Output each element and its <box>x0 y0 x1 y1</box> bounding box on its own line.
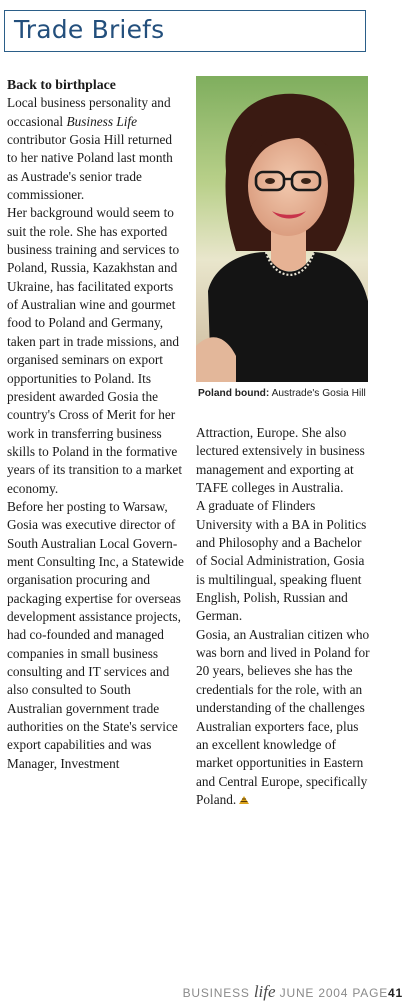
article-paragraph-4: A graduate of Flinders University with a BA in Politics and Philosophy and a Bachelor of Social Administration, Gosia is multilingual, speaking fluent English, Polish, Russian and German. <box>196 498 367 624</box>
footer-date: JUNE 2004 <box>275 986 353 1000</box>
footer-page-label: PAGE <box>352 986 389 1000</box>
article-paragraph-3: Before her posting to Warsaw, Gosia was executive director of South Australian Local Government Consulting Inc, a Statewide organisation procuring and packaging expertise for overseas development assistance projects, had co-founded and managed companies in small business consulting and IT services and also consulted to South Australian government trade authorities on the State's service export capabilities and was Manager, Investment <box>7 498 184 771</box>
article-column-left <box>7 76 185 773</box>
article-headline: Back to birthplace <box>7 77 116 92</box>
end-of-article-icon <box>238 795 250 805</box>
article-paragraph-3-continued: Attraction, Europe. She also lectured extensively in business management and exporting at TAFE colleges in Australia. <box>196 425 365 496</box>
intro-text-a: Local business personality and occasional <box>7 95 171 129</box>
publication-name: Business Life <box>66 113 138 129</box>
portrait-photo <box>196 76 368 382</box>
article-paragraph-2: Her background would seem to suit the role. She has exported business training and services to Poland, Russia, Kazakhstan and Ukraine, has facilitated exports of Australian wine and gourmet food to Poland and Germany, taken part in trade missions, and organised seminars on export opportunities to Poland. Its president awarded Gosia the country's Cross of Merit for her work in transferring business skills to Poland in the formative years of its transition to a market economy. <box>7 205 183 496</box>
caption-lead: Poland bound: <box>198 388 270 399</box>
article-column-right <box>196 424 374 809</box>
portrait-illustration <box>196 76 368 382</box>
page-footer <box>0 982 403 1002</box>
paragraph-5-text: Gosia, an Australian citizen who was born and lived in Poland for 20 years, believes she has the credentials for the role, with an understanding of the challenges Australian exporters face, plus an excellent knowledge of market opportunities in Eastern and Central Europe, specifically Poland. <box>196 626 370 807</box>
footer-business: BUSINESS <box>182 986 254 1000</box>
footer-page-number: 41 <box>388 986 403 1000</box>
footer-life-logo: life <box>253 982 276 1001</box>
section-header <box>4 10 366 52</box>
photo-caption <box>198 388 404 399</box>
section-title: Trade Briefs <box>14 15 165 44</box>
intro-text-b: contributor Gosia Hill returned to her native Poland last month as Austrade's senior trade commissioner. <box>7 132 173 203</box>
article-paragraph-5 <box>196 626 374 809</box>
article-paragraph-intro <box>7 94 185 204</box>
caption-text: Austrade's Gosia Hill <box>269 388 366 399</box>
